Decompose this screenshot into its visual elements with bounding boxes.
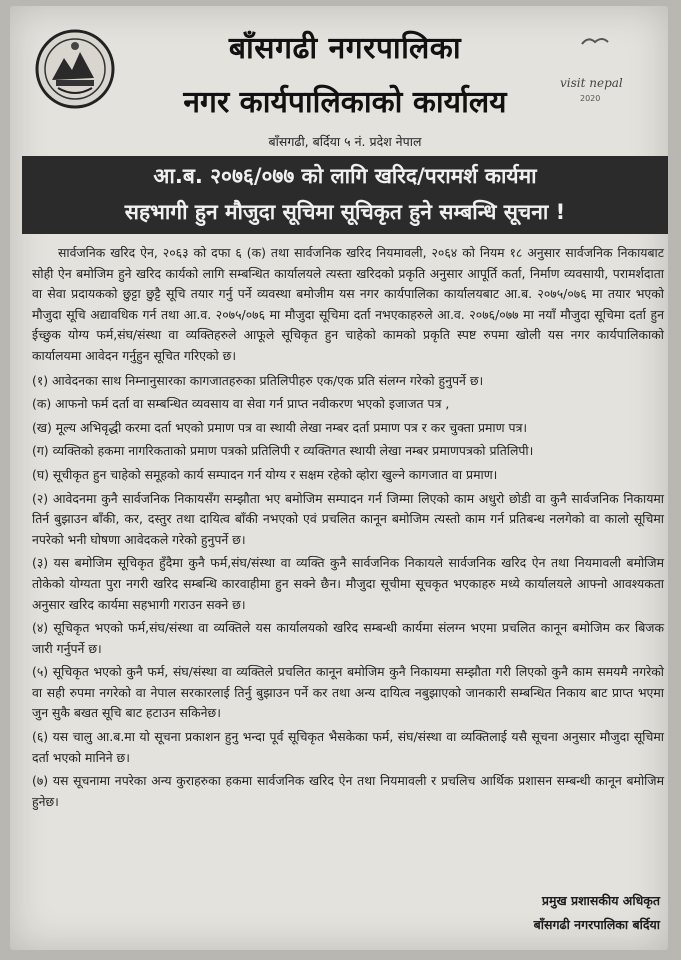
- list-item: (५) सूचिकृत भएको कुनै फर्म, संघ/संस्था वा व्यक्तिले प्रचलित कानून बमोजिम कुनै निकायमा सम्झौता गरी लिएको कुनै काम समयमै नगरेको वा सही रुपमा नगरेको वा नेपाल सरकारलाई तिर्नु बुझाउन पर्ने कर तथा अन्य दायित्व नबुझाएको जानकारी सम्बन्धित निकाय बाट प्राप्त भएमा जुन सुकै बखत सूचि बाट हटाउन सकिनेछ।: [32, 664, 664, 721]
- list-item: (घ) सूचीकृत हुन चाहेको समूहको कार्य सम्पादन गर्न योग्य र सक्षम रहेको व्होरा खुल्ने कागजात वा प्रमाण।: [32, 466, 498, 482]
- visit-nepal-year: 2020: [580, 94, 601, 103]
- visit-nepal-logo-text: visit nepal: [560, 76, 623, 90]
- office-address: बाँसगढी, बर्दिया ५ नं. प्रदेश नेपाल: [268, 134, 422, 149]
- bird-icon: [580, 34, 610, 50]
- list-item: (३) यस बमोजिम सूचिकृत हुँदैमा कुनै फर्म,संघ/संस्था वा व्यक्ति कुनै सार्वजनिक निकायले सार्वजनिक खरिद ऐन तथा नियमावली बमोजिम तोकेको योग्यता पुरा नगरी खरिद सम्बन्धि कारवाहीमा हुन सक्ने छैन। मौजुदा सूचीमा सूचकृत भएकाहरु मध्ये कार्यालयले आफ्नो आवश्यकता अनुसार खरिद कार्यमा सहभागी गराउन सक्ने छ।: [32, 555, 664, 612]
- notice-body: [32, 243, 664, 815]
- visit-nepal-logo: [550, 68, 642, 108]
- page-title: बाँसगढी नगरपालिका: [228, 31, 462, 66]
- notice-paper: [10, 6, 668, 950]
- intro-paragraph: सार्वजनिक खरिद ऐन, २०६३ को दफा ६ (क) तथा सार्वजनिक खरिद नियमावली, २०६४ को नियम १८ अनुसार सार्वजनिक निकायबाट सोही ऐन बमोजिम हुने खरिद कार्यको लागि सम्बन्धित कार्यालयले त्यस्ता खरिदको प्रकृति अनुसार आपूर्ति कर्ता, निर्माण व्यवसायी, परामर्शदाता वा सेवा प्रदायकको छुट्टा छुट्टै सूचि तयार गर्नु पर्ने व्यवस्था बमोजीम यस नगर कार्यपालिका कार्यालयबाट आ.ब. २०७५/०७६ मा तयार भएको मौजुदा सूचि अद्यावधिक गर्न तथा आ.व. २०७५/०७६ मा मौजुदा सूचिमा दर्ता नभएकाहरुले आ.व. २०७६/०७७ मा नयाँ मौजुदा सूचिमा दर्ता हुन ईच्छुक योग्य फर्म,संघ/संस्था वा व्यक्तिहरुले आफूले सूचिकृत हुन चाहेको कामको प्रकृति स्पष्ट रुपमा खोली यस नगर कार्यपालिकाको कार्यालयमा आवेदन गर्नुहुन सूचित गरिएको छ।: [32, 245, 664, 363]
- list-item: (७) यस सूचनामा नपरेका अन्य कुराहरुका हकमा सार्वजनिक खरिद ऐन तथा नियमावली र प्रचलिच आर्थिक प्रशासन सम्बन्धी कानून बमोजिम हुनेछ।: [32, 773, 664, 809]
- notice-banner: [22, 156, 668, 234]
- banner-line-1: आ.ब. २०७६/०७७ को लागि खरिद/परामर्श कार्यमा: [153, 164, 537, 188]
- office-title: नगर कार्यपालिकाको कार्यालय: [183, 85, 507, 120]
- list-item: (४) सूचिकृत भएको फर्म,संघ/संस्था वा व्यक्तिले यस कार्यालयको खरिद सम्बन्धी कार्यमा संलग्न भएमा प्रचलित कानून बमोजिम कर बिजक जारी गर्नुपर्ने छ।: [32, 620, 664, 656]
- list-item: (ग) व्यक्तिको हकमा नागरिकताको प्रमाण पत्रको प्रतिलिपी र व्यक्तिगत स्थायी लेखा नम्बर प्रमाणपत्रको प्रतिलिपी।: [32, 443, 534, 459]
- list-item: (६) यस चालु आ.ब.मा यो सूचना प्रकाशन हुनु भन्दा पूर्व सूचिकृत भैसकेका फर्म, संघ/संस्था वा व्यक्तिलाई यसै सूचना अनुसार मौजुदा सूचिमा दर्ता भएको मानिने छ।: [32, 729, 664, 765]
- signatory-title: प्रमुख प्रशासकीय अधिकृत: [541, 893, 660, 908]
- list-item: (१) आवेदनका साथ निम्नानुसारका कागजातहरुका प्रतिलिपीहरु एक/एक प्रति संलग्न गरेको हुनुपर्ने छ।: [32, 372, 484, 388]
- list-item: (ख) मूल्य अभिवृद्धी करमा दर्ता भएको प्रमाण पत्र वा स्थायी लेखा नम्बर दर्ता प्रमाण पत्र र कर चुक्ता प्रमाण पत्र।: [32, 419, 528, 435]
- municipality-emblem-icon: [34, 28, 116, 110]
- banner-line-2: सहभागी हुन मौजुदा सूचिमा सूचिकृत हुने सम्बन्धि सूचना !: [124, 200, 566, 224]
- list-item: (२) आवेदनमा कुनै सार्वजनिक निकायसँग सम्झौता भए बमोजिम सम्पादन गर्न जिम्मा लिएको काम अधुरो छोडी वा कुनै सार्वजनिक निकायमा तिर्न बुझाउन बाँकी, कर, दस्तुर तथा दायित्व बाँकी नभएको एवं प्रचलित कानून बमोजिम त्यस्तो काम गर्न प्रतिबन्ध नलगेको वा कालो सूचिमा नपरेको भनी घोषणा आवेदकले गरेको हुनुपर्ने छ।: [32, 490, 664, 547]
- list-item: (क) आफनो फर्म दर्ता वा सम्बन्धित व्यवसाय वा सेवा गर्न प्राप्त नवीकरण भएको इजाजत पत्र ,: [32, 396, 450, 412]
- signatory-office: बाँसगढी नगरपालिका बर्दिया: [533, 917, 660, 932]
